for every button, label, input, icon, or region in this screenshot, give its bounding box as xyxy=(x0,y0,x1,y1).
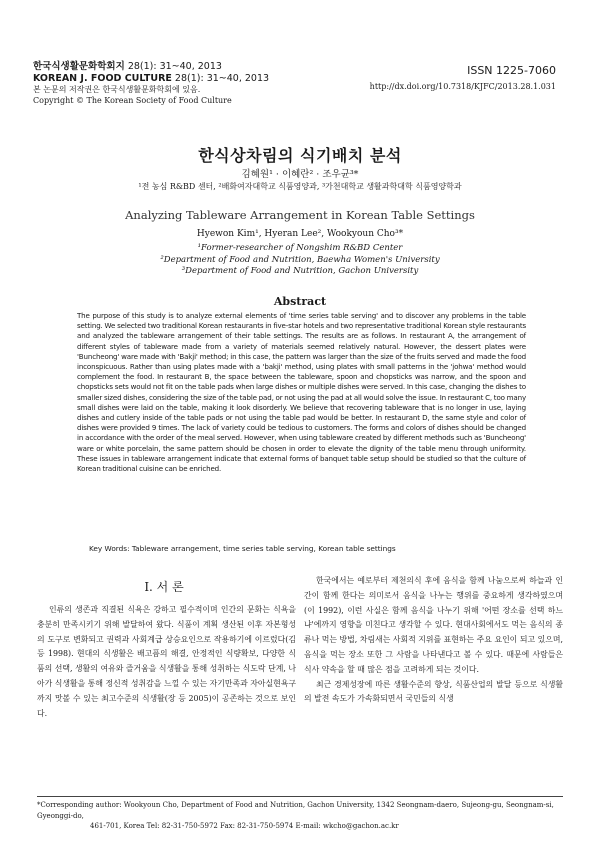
paper-title-ko: 한식상차림의 식기배치 분석 xyxy=(198,146,402,165)
keywords: Key Words: Tableware arrangement, time series table serving, Korean table settings xyxy=(89,544,396,553)
copyright-ko: 본 논문의 저작권은 한국식생활문화학회에 있음. xyxy=(33,85,201,94)
paragraph: 인류의 생존과 직결된 식욕은 강하고 필수적이며 인간의 문화는 식욕을 충분히 만족시키기 위해 발달하여 왔다. 식품이 계획 생산된 이후 자본형성의 도구로 변화되고 권력과 사회계급 상승요인으로 작용하기에 이르렀다(김 등 1998). 현대의 식생활은 배고픔의 해결, 안정적인 식량확보, 다양한 식품의 선택, 생활의 여유와 즐거움을 식생활을 통해 성취하는 식도락 단계, 나아가 식생활을 통해 정신적 성취감을 느낄 수 있는 자기만족과 자아실현욕구까지 맛볼 수 있는 최고수준의 식생활(장 등 2005)이 공존하는 것으로 보인다. xyxy=(37,605,296,718)
journal-name-en: KOREAN J. FOOD CULTURE xyxy=(33,72,172,84)
paragraph: 최근 경제성장에 따른 생활수준의 향상, 식품산업의 발달 등으로 식생활의 발전 속도가 가속화되면서 국민들의 식생 xyxy=(304,679,563,704)
footnote-line-2: 461-701, Korea Tel: 82-31-750-5972 Fax: 82-31-750-5974 E-mail: wkcho@gachon.ac.kr xyxy=(90,822,399,830)
journal-volume-ko: 28(1): 31~40, 2013 xyxy=(127,61,222,72)
body-column-left xyxy=(37,603,296,721)
footnote-line-1: *Corresponding author: Wookyoun Cho, Department of Food and Nutrition, Gachon University, 1342 Seongnam-daero, Sujeong-gu, Seongnam-si, Gyeonggi-do, xyxy=(37,801,554,820)
issn: ISSN 1225-7060 xyxy=(467,64,556,77)
paper-title-en: Analyzing Tableware Arrangement in Korean Table Settings xyxy=(125,208,475,222)
affiliations-en xyxy=(0,243,600,278)
authors-en: Hyewon Kim¹, Hyeran Lee², Wookyoun Cho³* xyxy=(196,229,404,239)
section-title-introduction: Ⅰ. 서 론 xyxy=(144,580,184,594)
footnote-divider xyxy=(37,796,563,797)
authors-ko: 김혜원¹ · 이혜란² · 조우균³* xyxy=(241,169,359,180)
doi-link[interactable]: http://dx.doi.org/10.7318/KJFC/2013.28.1.031 xyxy=(369,82,556,91)
copyright-en: Copyright © The Korean Society of Food Culture xyxy=(33,96,232,105)
affiliation-3: ³Department of Food and Nutrition, Gachon University xyxy=(181,266,419,276)
paragraph: 한국에서는 예로부터 제천의식 후에 음식을 함께 나눔으로써 하늘과 인간이 함께 한다는 의미로서 음식을 나누는 행위를 중요하게 생각하였으며(이 1992), 이런 사실은 함께 음식을 나누기 위해 '어떤 장소를 선택 하느냐'에까지 영향을 미친다고 생각할 수 있다. 현대사회에서도 먹는 음식의 종류나 먹는 방법, 차림새는 사회적 지위를 표현하는 주요 요인이 되고 있으며, 음식을 먹는 장소 또한 그 사람을 나타낸다고 볼 수 있다. 때문에 사람들은 식사 약속을 할 때 많은 점을 고려하게 되는 것이다. xyxy=(304,576,563,674)
abstract-heading: Abstract xyxy=(273,295,327,308)
journal-name-ko: 한국식생활문화학회지 xyxy=(33,61,125,72)
body-column-right xyxy=(304,574,563,707)
issn-block xyxy=(370,64,556,91)
affiliations-ko: ¹전 농심 R&BD 센터, ²배화여자대학교 식품영양과, ³가천대학교 생활과학대학 식품영양학과 xyxy=(138,182,462,191)
affiliation-2: ²Department of Food and Nutrition, Baewha Women's University xyxy=(160,254,440,265)
journal-header xyxy=(33,61,269,106)
corresponding-author-footnote xyxy=(37,800,567,832)
abstract-body: The purpose of this study is to analyze external elements of 'time series table serving' and to discover any problems in the table setting. We selected two traditional Korean restaurants in five-star hotels and two representative traditional Korean style restaurants and analyzed the tableware arrangement of their table settings. The results are as follows. In restaurant A, the arrangement of different styles of tableware made from a variety of materials seemed relatively natural. However, the dessert plates were 'Buncheong' ware made with 'Bakji' method; in this case, the pattern was larger than the size of the fruits served and made the food inconspicuous. Rather than using plates made with a 'bakji' method, using plates with small patterns in the 'johwa' method would complement the food. In restaurant B, the space between the tableware, spoon and chopsticks was narrow, and the spoon and chopsticks sets would not fit on the table pads when large dishes or multiple dishes were served. In this case, changing the dishes to smaller sized dishes, considering the size of the table pad, or not using the pad at all would solve the issue. In restaurant C, too many small dishes were laid on the table, making it look disorderly. We believe that recovering tableware that is no longer in use, laying dishes and cutlery inside of the table pads or not using the table pad would be better. In restaurant D, the same style and color of dishes were provided 9 times. The lack of variety could be tedious to customers. The forms and colors of dishes should be changed in accordance with the order of the meal served. However, when using tableware created by different methods such as 'Buncheong' ware or white porcelain, the same pattern should be chosen in order to elevate the dignity of the table menu through uniformity. These issues in tableware arrangement indicate that external forms of banquet table setup should be studied so that the culture of Korean traditional cuisine can be enriched. xyxy=(77,311,526,474)
journal-volume-en: 28(1): 31~40, 2013 xyxy=(174,72,270,84)
affiliation-1: ¹Former-researcher of Nongshim R&BD Center xyxy=(197,243,403,253)
